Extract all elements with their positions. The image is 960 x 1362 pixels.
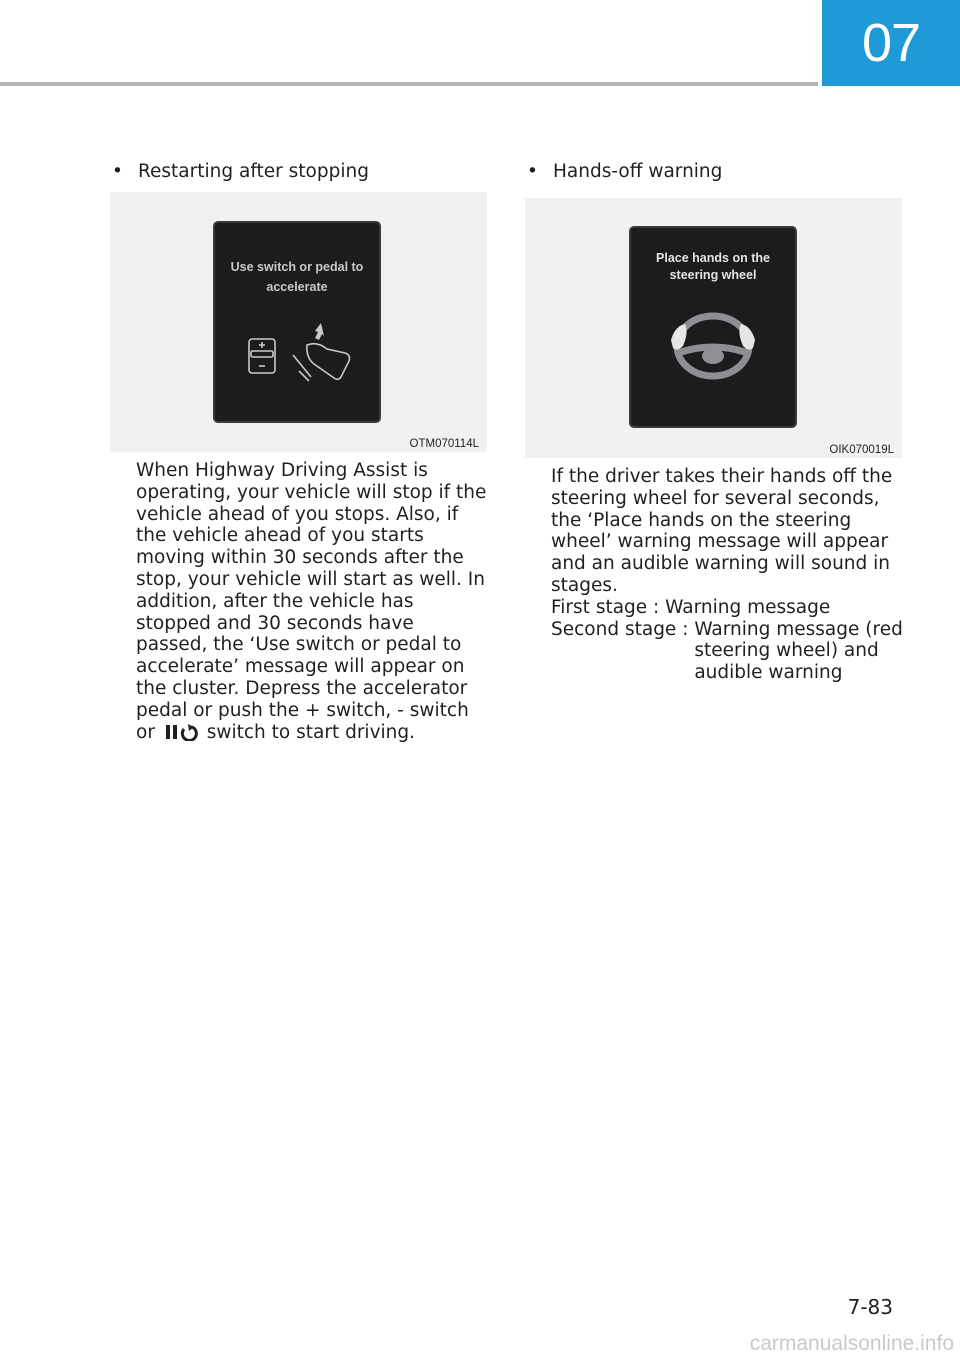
right-column (525, 158, 903, 684)
arrow-icon (315, 323, 324, 340)
figure-code: OTM070114L (409, 438, 479, 450)
stage-label: Second stage : (551, 618, 695, 640)
bullet-dot-icon: • (527, 161, 538, 182)
stage-row-first (551, 597, 903, 619)
stage-value: Warning message (red steering wheel) and audible warning (694, 618, 903, 684)
bullet-hands-off (525, 158, 903, 186)
left-column (110, 158, 488, 743)
stage-label: First stage : (551, 596, 666, 618)
watermark: carmanualsonline.info (749, 1332, 954, 1355)
cluster-screen (629, 226, 797, 428)
bullet-label: Restarting after stopping (138, 161, 369, 182)
stage-row-second (551, 619, 903, 684)
screen-message: Place hands on the steering wheel (656, 251, 770, 282)
chapter-number: 07 (861, 13, 921, 73)
page-number: 7-83 (847, 1295, 893, 1319)
bullet-restarting (110, 158, 488, 186)
bullet-label: Hands-off warning (553, 161, 723, 182)
driving-assist-switch-icon (164, 723, 198, 741)
hands-on-steering-wheel-icon (631, 228, 795, 426)
figure-code: OIK070019L (829, 444, 894, 456)
figure-hands-off (525, 198, 902, 458)
chapter-tab (822, 0, 960, 86)
accelerator-pedal-icon (293, 344, 350, 381)
right-paragraph (551, 466, 903, 684)
cluster-screen (213, 221, 381, 423)
switch-plus-minus-icon (249, 339, 275, 373)
stage-value: Warning message (665, 596, 831, 618)
bullet-dot-icon: • (112, 161, 123, 182)
paragraph-text: If the driver takes their hands off the steering wheel for several seconds, the ‘Place hands on the steering wheel’ warning message will appear and an audible warning will sound in stages. (551, 466, 893, 596)
figure-use-switch (110, 192, 487, 452)
paragraph-text-end: switch to start driving. (206, 721, 416, 743)
screen-message: Use switch or pedal to accelerate (230, 260, 364, 294)
left-paragraph (136, 460, 488, 743)
header-rule (0, 82, 818, 86)
cluster-icons (215, 223, 379, 421)
paragraph-text: When Highway Driving Assist is operating, your vehicle will stop if the vehicle ahead of you stops. Also, if the vehicle ahead of you starts moving within 30 seconds after the stop, your vehicle will start as well. In addition, after the vehicle has stopped and 30 seconds have passed, the ‘Use switch or pedal to accelerate’ message will appear on the cluster. Depress the accelerator pedal or push the + switch, - switch or (136, 460, 487, 743)
